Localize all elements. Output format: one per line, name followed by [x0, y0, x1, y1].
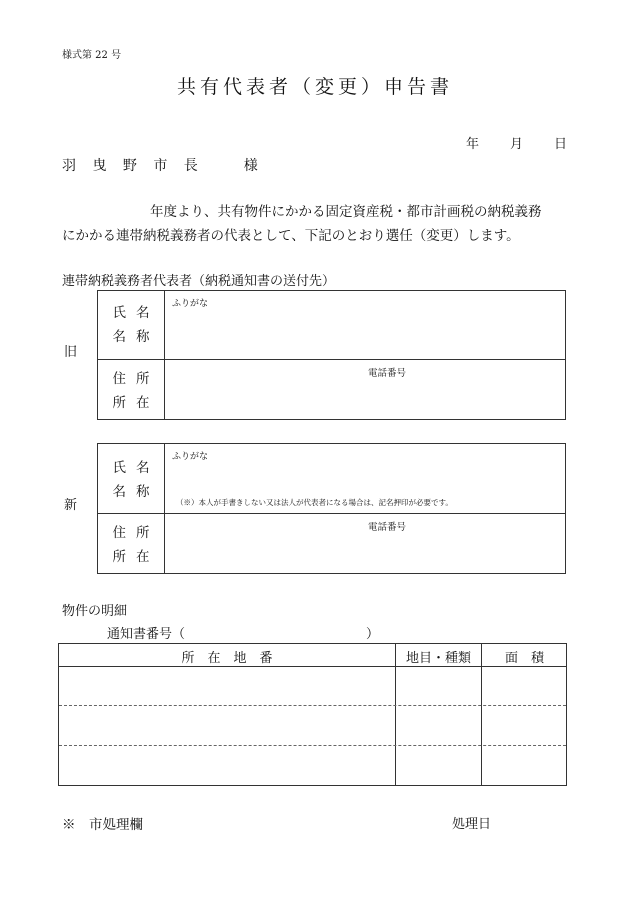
page-title: 共有代表者（変更）申告書: [176, 76, 453, 98]
old-phone-label: 電話番号: [368, 368, 407, 379]
date-month-label: 月: [510, 137, 524, 152]
new-phone-label: 電話番号: [368, 522, 407, 533]
date-year-label: 年: [466, 137, 480, 152]
declaration-line-1: 年度より、共有物件にかかる固定資産税・都市計画税の納税義務: [150, 204, 542, 220]
declaration-line-2: にかかる連帯納税義務者の代表として、下記のとおり選任（変更）します。: [62, 228, 520, 244]
new-address-label: 住所 所在: [112, 525, 160, 565]
property-table: [58, 643, 567, 786]
notice-number-label: 通知書番号（: [107, 627, 186, 642]
new-seal-note: （※）本人が手書きしない又は法人が代表者になる場合は、記名押印が必要です。: [176, 498, 453, 507]
table-row[interactable]: [59, 667, 566, 705]
old-furigana-label: ふりがな: [172, 299, 209, 309]
old-name-field[interactable]: [165, 309, 565, 358]
column-header-category: 地目・種類: [405, 651, 471, 666]
new-side-label: 新: [64, 498, 78, 513]
date-day-label: 日: [554, 137, 568, 152]
old-representative-box: [97, 290, 566, 420]
old-name-label: 氏名 名称: [112, 305, 160, 345]
property-heading: 物件の明細: [62, 604, 128, 619]
new-name-label: 氏名 名称: [112, 460, 160, 500]
new-representative-box: [97, 443, 566, 574]
city-processing-label: ※ 市処理欄: [62, 817, 143, 833]
new-name-field[interactable]: [165, 462, 565, 496]
old-address-label: 住所 所在: [112, 371, 160, 411]
old-side-label: 旧: [64, 345, 78, 360]
declaration-text: [62, 200, 577, 248]
notice-number-field[interactable]: [200, 621, 360, 639]
addressee: 羽 曳 野 市 長 様: [62, 158, 264, 174]
old-address-field[interactable]: [165, 360, 565, 419]
processing-date-label: 処理日: [452, 817, 492, 832]
table-row[interactable]: [59, 746, 566, 785]
form-number: 様式第 22 号: [62, 50, 122, 61]
notice-number-close: ）: [366, 627, 380, 642]
table-row[interactable]: [59, 706, 566, 745]
representative-heading: 連帯納税義務者代表者（納税通知書の送付先）: [62, 274, 336, 289]
new-address-field[interactable]: [165, 514, 565, 573]
column-header-area: 面 積: [504, 651, 544, 666]
new-furigana-label: ふりがな: [172, 452, 209, 462]
column-header-location: 所 在 地 番: [181, 651, 273, 666]
